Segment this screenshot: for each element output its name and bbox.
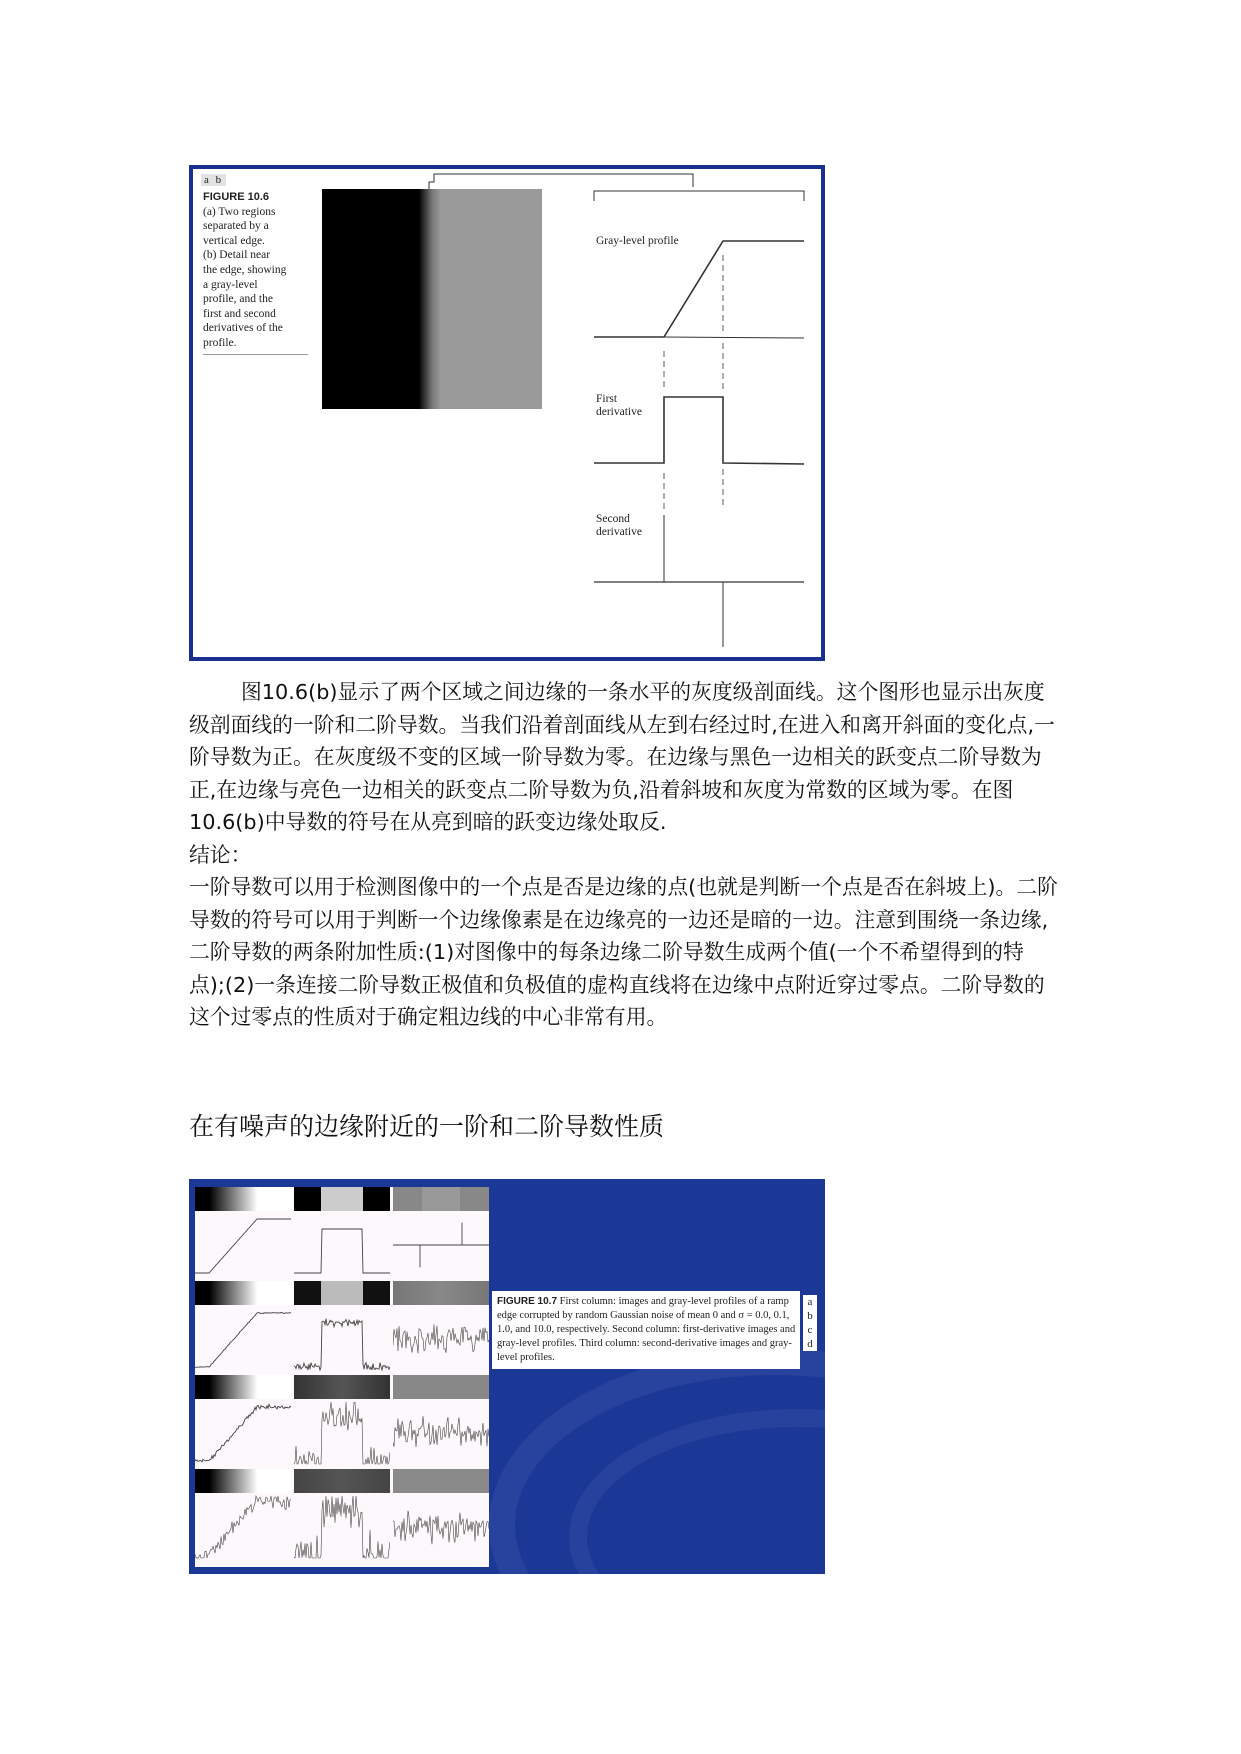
noisy-edge-cell (294, 1469, 390, 1561)
figure-10-7-caption-text: First column: images and gray-level profiles of a ramp edge corrupted by random Gaussian noise of mean 0 and σ = 0.0, 0.1, 1.0, and 10.0, respectively. Second column: first-derivative images and gray-level profiles. Third column: second-derivative images and gray-level profiles. (497, 1296, 796, 1363)
row-tag: b (807, 1310, 813, 1322)
gray-level-profile-plot (393, 1307, 489, 1373)
section-heading: 在有噪声的边缘附近的一阶和二阶导数性质 (189, 1112, 665, 1141)
profile-curve (393, 1324, 489, 1353)
edge-strip-image (294, 1187, 390, 1211)
first-derivative-label (596, 393, 642, 419)
edge-strip-image (294, 1375, 390, 1399)
edge-strip-image (393, 1187, 489, 1211)
edge-strip-image (393, 1375, 489, 1399)
gray-level-profile-plot (195, 1495, 291, 1561)
caption-line: profile, and the (203, 293, 273, 306)
gray-level-profile-plot (195, 1401, 291, 1467)
figure-10-6 (189, 165, 825, 661)
noisy-edge-cell (195, 1469, 291, 1561)
edge-strip-image (195, 1281, 291, 1305)
detail-range-bracket (594, 191, 804, 201)
edge-strip-image (393, 1469, 489, 1493)
noisy-edge-cell (393, 1469, 489, 1561)
label-line: First (596, 393, 618, 405)
second-derivative-label (596, 513, 642, 539)
gray-level-profile-plot (294, 1213, 390, 1279)
caption-line: vertical edge. (203, 234, 265, 247)
label-line: Second (596, 513, 630, 525)
gray-level-profile-plot (294, 1401, 390, 1467)
profile-curve (294, 1319, 390, 1370)
body-text (189, 676, 1059, 1034)
noisy-edge-cell (393, 1375, 489, 1467)
edge-strip-image (195, 1187, 291, 1211)
profile-curve (393, 1511, 489, 1545)
figure-10-6-title: FIGURE 10.6 (203, 191, 270, 203)
figure-10-6-panel (193, 169, 821, 657)
caption-line: first and second (203, 307, 276, 320)
gray-level-profile-plot (393, 1401, 489, 1467)
row-tag: c (807, 1324, 813, 1336)
noisy-edge-grid (195, 1187, 489, 1567)
conclusion-label: 结论： (189, 842, 252, 867)
noisy-edge-cell (195, 1187, 291, 1279)
gray-level-profile-label: Gray-level profile (596, 235, 679, 247)
gray-level-profile-line (594, 241, 804, 337)
detail-bracket (429, 174, 693, 189)
noisy-edge-cell (195, 1375, 291, 1467)
noisy-edge-cell (195, 1281, 291, 1373)
noisy-edge-cell (294, 1281, 390, 1373)
edge-strip-image (393, 1281, 489, 1305)
gray-level-profile-plot (294, 1307, 390, 1373)
row-tag: d (807, 1338, 813, 1350)
edge-strip-image (195, 1375, 291, 1399)
profile-curve (294, 1229, 390, 1273)
profile-curve (393, 1416, 489, 1447)
profile-curve (195, 1496, 291, 1558)
caption-line: a gray-level (203, 278, 258, 291)
profile-curve (294, 1402, 390, 1464)
gray-level-profile-plot (294, 1495, 390, 1561)
gray-level-profile-plot (195, 1213, 291, 1279)
profile-curve (195, 1219, 291, 1273)
label-line: derivative (596, 406, 642, 418)
profile-curve (195, 1313, 291, 1368)
gray-level-profile-plot (393, 1495, 489, 1561)
row-tag: a (807, 1296, 813, 1308)
caption-line: (b) Detail near (203, 249, 271, 262)
profile-curve (294, 1496, 390, 1558)
noisy-edge-cell (393, 1281, 489, 1373)
figure-panel-tags: a b (201, 174, 226, 186)
caption-line: separated by a (203, 220, 269, 233)
gray-level-profile-plot (393, 1213, 489, 1279)
noisy-edge-cell (294, 1187, 390, 1279)
noisy-edge-cell (294, 1375, 390, 1467)
profile-curve (393, 1223, 489, 1268)
paragraph-conclusion: 一阶导数可以用于检测图像中的一个点是否是边缘的点(也就是判断一个点是否在斜坡上)。二阶导数的符号可以用于判断一个边缘像素是在边缘亮的一边还是暗的一边。注意到围绕一条边缘,二阶导数的两条附加性质:(1)对图像中的每条边缘二阶导数生成两个值(一个不希望得到的特点);(2)一条连接二阶导数正极值和负极值的虚构直线将在边缘中点附近穿过零点。二阶导数的这个过零点的性质对于确定粗边线的中心非常有用。 (189, 875, 1058, 1029)
edge-strip-image (294, 1281, 390, 1305)
profile-curve (195, 1404, 291, 1462)
noisy-edge-cell (393, 1187, 489, 1279)
label-line: derivative (596, 526, 642, 538)
caption-line: (a) Two regions (203, 205, 276, 218)
caption-line: derivatives of the (203, 322, 283, 335)
edge-strip-image (294, 1469, 390, 1493)
caption-line: the edge, showing (203, 263, 287, 276)
figure-10-7-caption (492, 1291, 800, 1369)
profile-baseline (664, 337, 804, 338)
gray-level-profile-plot (195, 1307, 291, 1373)
edge-profile-diagram (193, 169, 821, 657)
figure-10-7 (189, 1179, 825, 1574)
figure-10-7-row-tags (803, 1295, 817, 1351)
caption-line: profile. (203, 336, 237, 349)
edge-strip-image (195, 1469, 291, 1493)
figure-10-7-title: FIGURE 10.7 (497, 1296, 558, 1307)
paragraph-explanation: 图10.6(b)显示了两个区域之间边缘的一条水平的灰度级剖面线。这个图形也显示出灰度级剖面线的一阶和二阶导数。当我们沿着剖面线从左到右经过时,在进入和离开斜面的变化点,一阶导数为正。在灰度级不变的区域一阶导数为零。在边缘与黑色一边相关的跃变点二阶导数为正,在边缘与亮色一边相关的跃变点二阶导数为负,沿着斜坡和灰度为常数的区域为零。在图10.6(b)中导数的符号在从亮到暗的跃变边缘处取反. (189, 680, 1055, 834)
